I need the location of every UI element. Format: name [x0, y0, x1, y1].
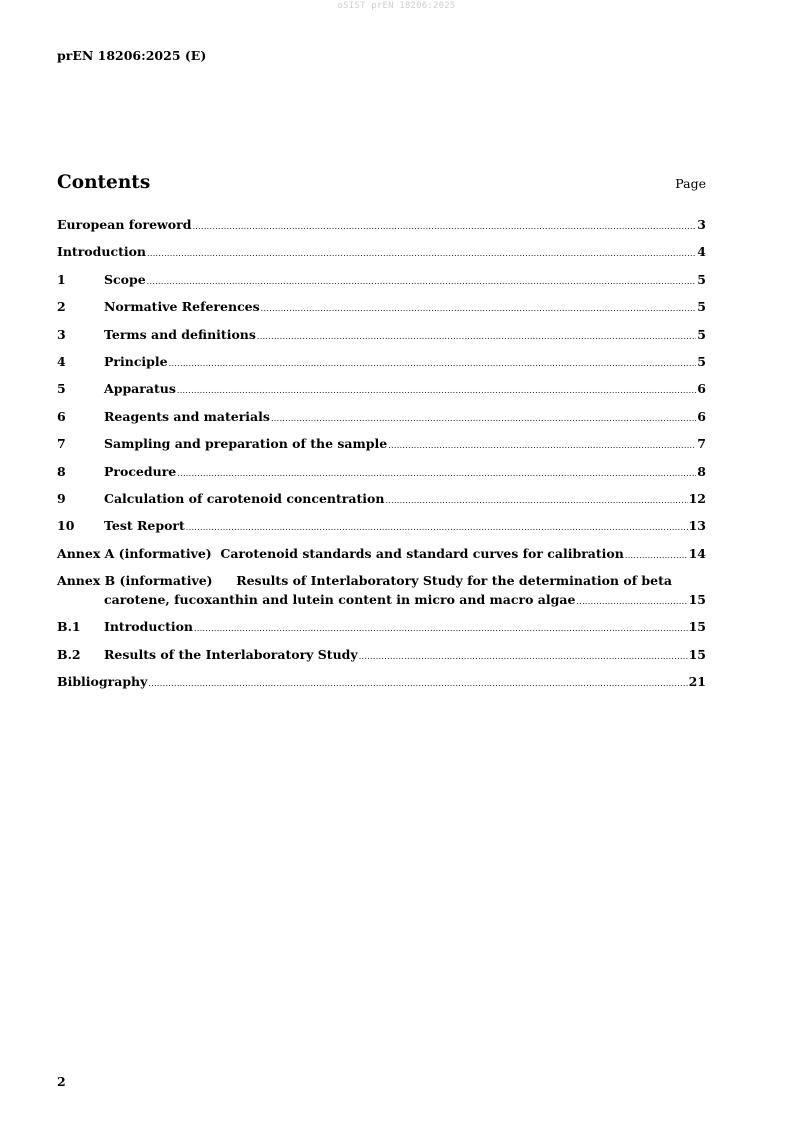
toc-entry-principle[interactable]	[57, 352, 706, 373]
toc-entry-title[interactable]: Results of Interlaboratory Study for the determination of beta	[236, 573, 672, 589]
toc-entry-page[interactable]: 15	[688, 646, 706, 662]
toc-entry-introduction[interactable]	[57, 242, 706, 263]
toc-entry-number: 3	[57, 326, 66, 342]
toc-entry-page[interactable]: 21	[688, 674, 706, 690]
toc-entry-title-continued[interactable]: carotene, fucoxanthin and lutein content in micro and macro algae	[104, 592, 576, 608]
toc-entry-terms-and-definitions[interactable]	[57, 325, 706, 346]
toc-entry-european-foreword[interactable]	[57, 215, 706, 236]
toc-entry-page[interactable]: 8	[697, 463, 706, 479]
toc-entry-number: 6	[57, 408, 66, 424]
toc-entry-title[interactable]: Bibliography	[57, 674, 148, 690]
toc-entry-normative-references[interactable]	[57, 297, 706, 318]
toc-entry-title[interactable]: Results of the Interlaboratory Study	[104, 646, 358, 662]
toc-entry-page[interactable]: 5	[697, 326, 706, 342]
dot-leader	[194, 619, 688, 638]
toc-entry-sampling[interactable]	[57, 434, 706, 455]
contents-title: Contents	[57, 172, 151, 193]
toc-entry-procedure[interactable]	[57, 462, 706, 483]
dot-leader	[625, 546, 688, 565]
toc-entry-title[interactable]: Apparatus	[104, 381, 176, 397]
toc-entry-test-report[interactable]	[57, 516, 706, 537]
page-column-label: Page	[675, 176, 706, 191]
page-number: 2	[57, 1074, 66, 1089]
toc-entry-calculation[interactable]	[57, 489, 706, 510]
toc-entry-page[interactable]: 3	[697, 217, 706, 232]
toc-entry-number: 1	[57, 271, 66, 287]
toc-entry-title[interactable]: Annex A (informative) Carotenoid standards and standard curves for calibration	[57, 545, 624, 561]
toc-entry-bibliography[interactable]	[57, 672, 706, 693]
toc-entry-reagents-and-materials[interactable]	[57, 407, 706, 428]
dot-leader	[271, 409, 696, 428]
toc-entry-page[interactable]: 7	[697, 436, 706, 452]
toc-entry-page[interactable]: 15	[688, 592, 706, 608]
toc-entry-apparatus[interactable]	[57, 379, 706, 400]
toc-entry-title[interactable]: Reagents and materials	[104, 408, 270, 424]
dot-leader	[169, 354, 697, 373]
toc-entry-number: 10	[57, 518, 75, 534]
dot-leader	[576, 592, 687, 611]
document-id: prEN 18206:2025 (E)	[57, 48, 207, 63]
dot-leader	[257, 327, 696, 346]
dot-leader	[177, 381, 696, 400]
toc-entry-page[interactable]: 12	[688, 490, 706, 506]
dot-leader	[148, 674, 687, 693]
toc-entry-title[interactable]: Test Report	[104, 518, 185, 534]
dot-leader	[186, 518, 688, 537]
dot-leader	[359, 647, 688, 666]
toc-entry-title[interactable]: Procedure	[104, 463, 177, 479]
toc-entry-number: 5	[57, 381, 66, 397]
toc-entry-page[interactable]: 5	[697, 299, 706, 315]
toc-entry-title[interactable]: Principle	[104, 353, 168, 369]
toc-entry-b2-results[interactable]	[57, 645, 706, 666]
toc-entry-annex-b[interactable]	[57, 571, 706, 611]
toc-entry-number: 2	[57, 299, 66, 315]
toc-entry-scope[interactable]	[57, 270, 706, 291]
toc-entry-page[interactable]: 5	[697, 271, 706, 287]
dot-leader	[147, 244, 696, 263]
toc-entry-title[interactable]: Sampling and preparation of the sample	[104, 436, 388, 452]
table-of-contents	[57, 215, 706, 700]
toc-entry-annex-label[interactable]: Annex B (informative)	[57, 573, 213, 589]
toc-entry-number: B.2	[57, 646, 81, 662]
dot-leader	[147, 272, 697, 291]
toc-entry-page[interactable]: 14	[688, 545, 706, 561]
toc-entry-number: 7	[57, 436, 66, 452]
toc-entry-page[interactable]: 6	[697, 408, 706, 424]
dot-leader	[385, 491, 687, 510]
dot-leader	[261, 299, 697, 318]
toc-entry-b1-introduction[interactable]	[57, 617, 706, 638]
toc-entry-title[interactable]: Calculation of carotenoid concentration	[104, 490, 385, 506]
toc-entry-page[interactable]: 6	[697, 381, 706, 397]
toc-entry-title[interactable]: Terms and definitions	[104, 326, 256, 342]
toc-entry-title[interactable]: European foreword	[57, 217, 192, 232]
dot-leader	[177, 464, 696, 483]
toc-entry-number: 8	[57, 463, 66, 479]
toc-entry-title[interactable]: Introduction	[57, 244, 147, 260]
toc-entry-page[interactable]: 4	[697, 244, 706, 260]
dot-leader	[192, 217, 696, 236]
toc-entry-page[interactable]: 13	[688, 518, 706, 534]
watermark: oSIST prEN 18206:2025	[337, 1, 456, 11]
dot-leader	[388, 436, 696, 455]
toc-entry-title[interactable]: Introduction	[104, 619, 194, 635]
toc-entry-annex-a[interactable]	[57, 544, 706, 565]
toc-entry-page[interactable]: 5	[697, 353, 706, 369]
contents-header	[57, 172, 706, 193]
toc-entry-title[interactable]: Scope	[104, 271, 146, 287]
toc-entry-title[interactable]: Normative References	[104, 299, 260, 315]
toc-entry-number: B.1	[57, 619, 81, 635]
toc-entry-number: 4	[57, 353, 66, 369]
toc-entry-page[interactable]: 15	[688, 619, 706, 635]
toc-entry-number: 9	[57, 490, 66, 506]
